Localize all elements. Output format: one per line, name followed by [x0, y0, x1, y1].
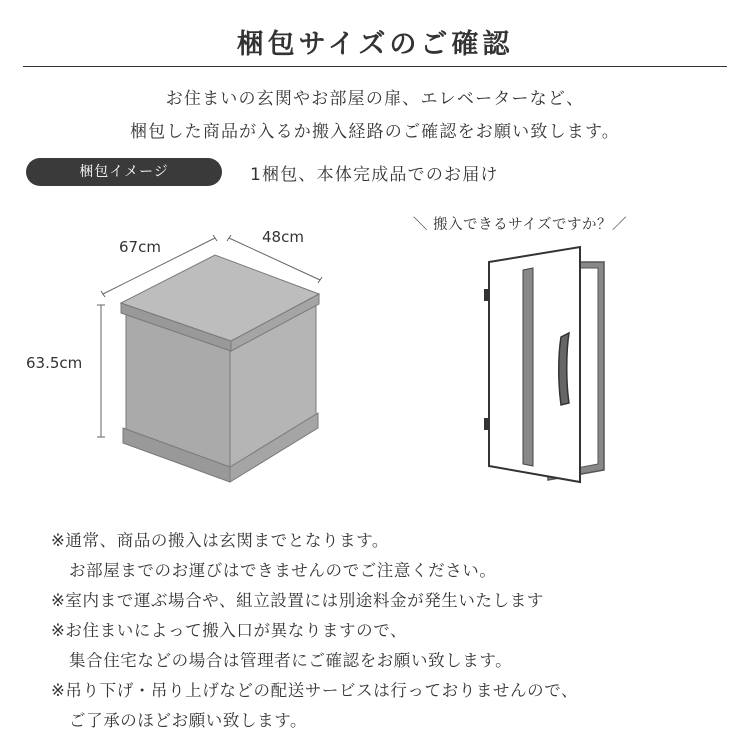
note-line: ※室内まで運ぶ場合や、組立設置には別途料金が発生いたします	[51, 591, 544, 610]
note-line: ※お住まいによって搬入口が異なりますので、	[51, 621, 408, 640]
door-hinge-bottom	[484, 418, 490, 430]
height-label: 63.5cm	[26, 354, 83, 372]
door-caption: ＼ 搬入できるサイズですか？／	[413, 217, 627, 233]
door-handle	[559, 333, 569, 405]
depth-label: 67cm	[119, 238, 161, 256]
note-line: ※吊り下げ・吊り上げなどの配送サービスは行っておりませんので、	[51, 681, 579, 700]
door-edge-stripe	[523, 268, 533, 466]
package-box-illustration	[121, 255, 319, 482]
width-label: 48cm	[262, 228, 304, 246]
package-image-badge: 梱包イメージ	[26, 158, 222, 186]
page-title: 梱包サイズのご確認	[236, 29, 514, 60]
notes-list	[51, 526, 578, 736]
note-line: ※通常、商品の搬入は玄関までとなります。	[51, 531, 390, 550]
note-line: ご了承のほどお願い致します。	[69, 711, 308, 730]
note-line: 集合住宅などの場合は管理者にご確認をお願い致します。	[69, 651, 513, 670]
intro-line-1: お住まいの玄関やお部屋の扉、エレベーターなど、	[165, 89, 585, 109]
door-illustration	[484, 247, 604, 482]
door-hinge-top	[484, 289, 490, 301]
intro-line-2: 梱包した商品が入るか搬入経路のご確認をお願い致します。	[129, 122, 621, 142]
note-line: お部屋までのお運びはできませんのでご注意ください。	[69, 561, 497, 580]
package-caption: 1梱包、本体完成品でのお届け	[250, 165, 499, 185]
